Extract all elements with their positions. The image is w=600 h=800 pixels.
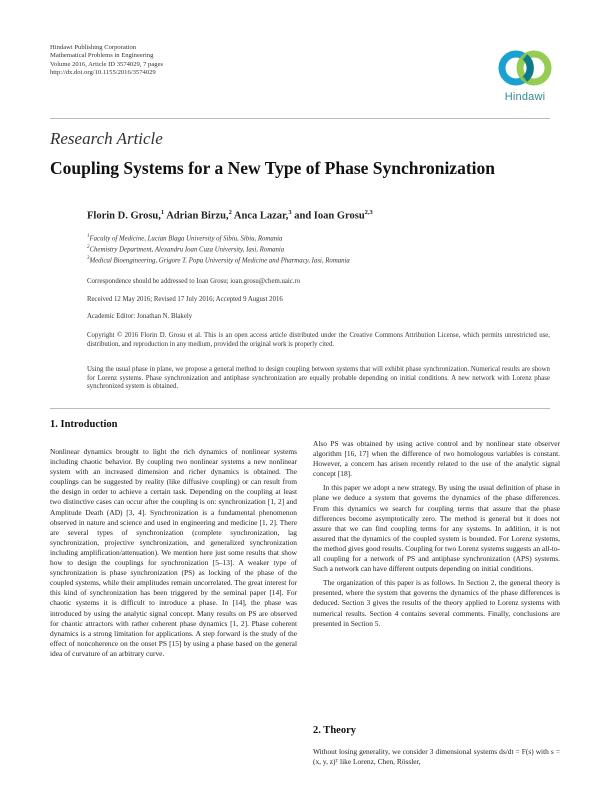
author-list (87, 209, 373, 222)
affiliation-text: Medical Bioengineering, Grigore T. Popa University of Medicine and Pharmacy, Iasi, Romania (89, 256, 350, 264)
section-heading-theory: 2. Theory (313, 725, 356, 736)
article-dates: Received 12 May 2016; Revised 17 July 2016; Accepted 9 August 2016 (87, 296, 283, 303)
paragraph: Without losing generality, we consider 3 dimensional systems ds/dt = F(s) with s = (x, y, z)ᵀ like Lorenz, Chen, Rössler, (313, 747, 560, 767)
hindawi-logo (492, 46, 558, 108)
theory-column (313, 747, 560, 771)
article-type: Research Article (50, 129, 163, 148)
left-column (50, 447, 297, 663)
author-3-sup: 3 (288, 209, 292, 216)
article-title: Coupling Systems for a New Type of Phase Synchronization (50, 158, 495, 178)
affiliation-list (87, 233, 350, 266)
paragraph: The organization of this paper is as follows. In Section 2, the general theory is presented, where the system that governs the dynamics of the phase differences is deduced. Section 3 gives the results of the theory applied to Lorenz systems with numerical results. Section 4 contains several comments. Finally, conclusions are presented in Section 5. (313, 578, 560, 628)
hindawi-logo-icon (492, 46, 558, 90)
author-1: Florin D. Grosu, (87, 210, 161, 222)
paragraph: Nonlinear dynamics brought to light the rich dynamics of nonlinear systems including chaotic behavior. By coupling two nonlinear systems a new nonlinear system with an increased dimension and richer dynamics is obtained. The couplings can be suggested by reality (like diffusive coupling) or can result from the design in order to achieve a certain task. Depending on the coupling at least two distinctive cases can occur after the coupling is on: synchronization [1, 2] and Amplitude Death (AD) [3, 4]. Synchronization is a fundamental phenomenon observed in nature and science and used in engineering and medicine [1, 2]. There are several types of synchronization (complete synchronization, lag synchronization, projective synchronization, and generalized synchronization including amplification/attenuation). We mention here just some results that show how to design the couplings for synchronization [5–13]. A weaker type of synchronization is phase synchronization (PS) as locking of the phase of the coupled systems, while their amplitudes remain uncorrelated. The great interest for this kind of synchronization has been triggered by the seminal paper [14]. For chaotic systems it is difficult to introduce a phase. In [14], the phase was introduced by using the analytic signal concept. Many results on PS are observed for chaotic attractors with rather coherent phase dynamics [1, 2]. Phase coherent dynamics is a strong limitation for applications. A step forward is the study of the effect of noncoherence on the onset PS [15] by using a phase based on the general idea of curvature of an arbitrary curve. (50, 447, 297, 658)
affiliation-text: Faculty of Medicine, Lucian Blaga University of Sibiu, Sibiu, Romania (89, 235, 283, 243)
logo-text: Hindawi (504, 91, 546, 103)
publisher-name: Hindawi Publishing Corporation (50, 44, 137, 51)
abstract-divider (50, 408, 550, 409)
abstract: Using the usual phase in plane, we propose a general method to design coupling between systems that will exhibit phase synchronization. Numerical results are shown for Lorenz systems. Phase synchronization and antiphase synchronization are equally probable depending on initial conditions. A new network with Lorenz phase synchronized system is obtained. (87, 366, 550, 391)
author-2-sup: 2 (228, 209, 232, 216)
author-4: and Ioan Grosu (294, 210, 365, 222)
affiliation-item (87, 244, 350, 255)
header-divider (50, 118, 550, 119)
paragraph: Also PS was obtained by using active control and by nonlinear state observer algorithm [16, 17] when the difference of two homologous variables is constant. However, a concern has arisen recently related to the use of the analytic signal concept [18]. (313, 439, 560, 479)
affiliation-sup: 1 (87, 234, 90, 239)
right-column (313, 439, 560, 633)
paragraph: In this paper we adopt a new strategy. By using the usual definition of phase in plane we deduce a system that governs the dynamics of the phase differences. From this dynamics we search for coupling terms that assure that the phase differences become asymptotically zero. The method is general but it does not assure that we can find coupling terms for any systems. In addition, it is not assured that the dynamics of the coupled system is bounded. For Lorenz systems, the method gives good results. Coupling for two Lorenz systems suggests an all-to-all coupling for a network of PS and antiphase synchronization (APS) systems. Such a network can have different outputs depending on initial conditions. (313, 483, 560, 574)
affiliation-item (87, 255, 350, 266)
author-1-sup: 1 (160, 209, 165, 216)
section-heading-introduction: 1. Introduction (50, 419, 118, 430)
author-2: Adrian Birzu, (166, 210, 229, 222)
affiliation-item (87, 233, 350, 244)
affiliation-text: Chemistry Department, Alexandru Ioan Cuza University, Iasi, Romania (89, 246, 285, 254)
author-3: Anca Lazar, (233, 210, 289, 222)
copyright-notice: Copyright © 2016 Florin D. Grosu et al. This is an open access article distributed under the Creative Commons Attribution License, which permits unrestricted use, distribution, and reproduction in any medium, provided the original work is properly cited. (87, 332, 550, 348)
doi-link[interactable]: http://dx.doi.org/10.1155/2016/3574029 (50, 69, 156, 77)
journal-name: Mathematical Problems in Engineering (50, 52, 154, 60)
volume-info: Volume 2016, Article ID 3574029, 7 pages (50, 60, 164, 68)
affiliation-sup: 3 (87, 255, 90, 261)
publication-info (50, 44, 163, 78)
correspondence: Correspondence should be addressed to Ioan Grosu; ioan.grosu@chem.uaic.ro (87, 278, 301, 285)
academic-editor: Academic Editor: Jonathan N. Blakely (87, 313, 193, 320)
affiliation-sup: 2 (87, 244, 90, 250)
author-4-sup: 2,3 (364, 209, 373, 216)
